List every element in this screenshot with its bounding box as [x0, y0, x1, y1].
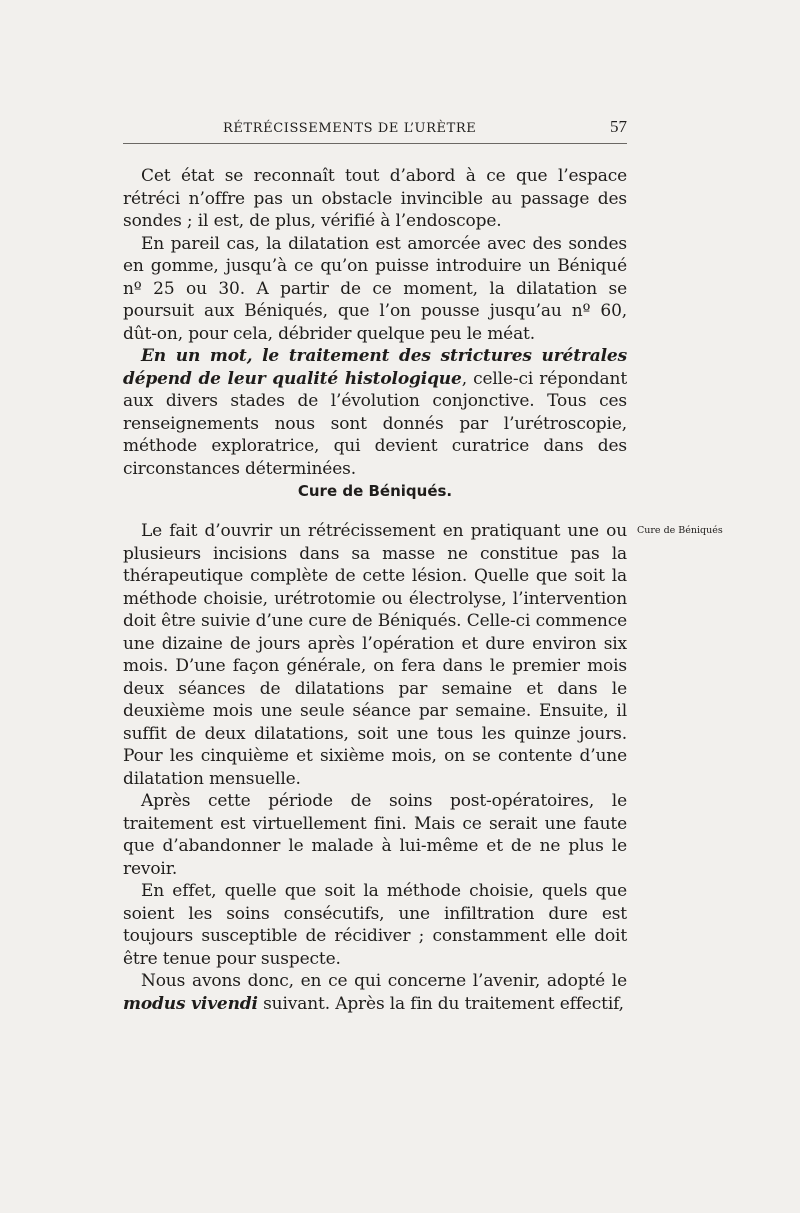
paragraph: En effet, quelle que soit la méthode choisie, quels que soient les soins consécutifs, une infiltration dure est toujours susceptible de récidiver ; constamment elle doit être tenue pour suspecte.	[123, 881, 627, 969]
paragraph: Après cette période de soins post-opératoires, le traitement est virtuellement fini. Mais ce serait une faute que d’abandonner le malade à lui-même et de ne plus le revoir.	[123, 791, 627, 879]
page-number: 57	[610, 117, 627, 136]
paragraph-start: Nous avons donc, en ce qui concerne l’avenir, adopté le	[141, 971, 627, 991]
italic-phrase: En un mot, le traitement des strictures urétrales dépend de leur qualité histologique	[123, 346, 627, 389]
running-title: RÉTRÉCISSEMENTS DE L’URÈTRE	[223, 121, 477, 136]
paragraph-italic-lead	[123, 345, 627, 480]
section-heading: Cure de Béniqués.	[297, 482, 453, 500]
paragraph-continuation: suivant. Après la fin du traitement effectif,	[257, 993, 624, 1014]
paragraph-continuation: , celle-ci répondant aux divers stades de l’évolution conjonctive. Tous ces renseignements nous sont donnés par l’urétroscopie, méthode exploratrice, qui devient curatrice dans des circonstances déterminées.	[123, 368, 628, 479]
margin-note: Cure de Béniqués	[637, 525, 723, 536]
paragraph: Le fait d’ouvrir un rétrécissement en pratiquant une ou plusieurs incisions dans sa masse ne constitue pas la thérapeutique complète de cette lésion. Quelle que soit la méthode choisie, urétrotomie ou électrolyse, l’intervention doit être suivie d’une cure de Béniqués. Celle-ci commence une dizaine de jours après l’opération et dure environ six mois. D’une façon générale, on fera dans le premier mois deux séances de dilatations par semaine et dans le deuxième mois une seule séance par semaine. Ensuite, il suffit de deux dilatations, soit une tous les quinze jours. Pour les cinquième et sixième mois, on se contente d’une dilatation mensuelle.	[123, 521, 627, 789]
body-text-top	[123, 165, 627, 480]
italic-phrase: modus vivendi	[123, 993, 258, 1014]
paragraph: En pareil cas, la dilatation est amorcée avec des sondes en gomme, jusqu’à ce qu’on puisse introduire un Béniqué nº 25 ou 30. A partir de ce moment, la dilatation se poursuit aux Béniqués, que l’on pousse jusqu’au nº 60, dût-on, pour cela, débrider quelque peu le méat.	[123, 233, 627, 344]
page-header	[123, 117, 627, 144]
paragraph: Cet état se reconnaît tout d’abord à ce que l’espace rétréci n’offre pas un obstacle invincible au passage des sondes ; il est, de plus, vérifié à l’endoscope.	[123, 166, 627, 231]
paragraph-last	[123, 970, 627, 1015]
body-text-bottom	[123, 520, 627, 1015]
